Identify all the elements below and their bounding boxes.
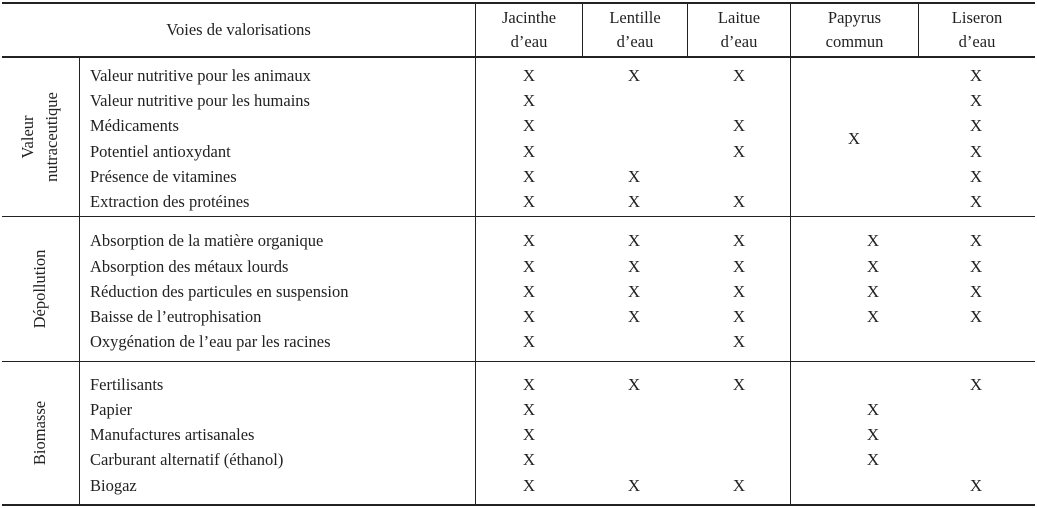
cell-mark: X — [522, 116, 536, 135]
cell-mark: X — [969, 476, 983, 495]
cell-mark: X — [732, 142, 746, 161]
table-bottom-rule — [2, 504, 1035, 506]
row-label: Papier — [90, 400, 133, 419]
cell-mark: X — [969, 231, 983, 250]
cell-mark: X — [969, 142, 983, 161]
cell-mark: X — [969, 167, 983, 186]
papyrus-spanned-mark: X — [847, 129, 861, 148]
cell-mark: X — [969, 116, 983, 135]
group-label-depollution-line1: Dépollution — [30, 249, 49, 329]
cell-mark: X — [522, 450, 536, 469]
group-label-valeur-line1: Valeur — [18, 115, 37, 159]
header-lentille — [583, 6, 687, 54]
header-laitue — [688, 6, 790, 54]
cell-mark: X — [627, 66, 641, 85]
cell-mark: X — [732, 282, 746, 301]
header-papyrus-line2: commun — [825, 32, 884, 51]
row-label: Médicaments — [90, 116, 179, 135]
cell-mark: X — [732, 476, 746, 495]
cell-mark: X — [522, 257, 536, 276]
cell-mark: X — [522, 91, 536, 110]
row-label: Réduction des particules en suspension — [90, 282, 349, 301]
header-lentille-line1: Lentille — [609, 8, 661, 27]
header-voies: Voies de valorisations — [166, 20, 311, 39]
header-papyrus-line1: Papyrus — [827, 8, 882, 27]
row-label: Valeur nutritive pour les humains — [90, 91, 310, 110]
cell-mark: X — [627, 231, 641, 250]
cell-mark: X — [866, 282, 880, 301]
header-laitue-line1: Laitue — [717, 8, 761, 27]
cell-mark: X — [522, 167, 536, 186]
col-divider-3 — [790, 2, 791, 504]
cell-mark: X — [866, 231, 880, 250]
row-label: Biogaz — [90, 476, 137, 495]
cell-mark: X — [732, 307, 746, 326]
cell-mark: X — [732, 192, 746, 211]
cell-mark: X — [627, 375, 641, 394]
cell-mark: X — [866, 450, 880, 469]
cell-mark: X — [522, 375, 536, 394]
cell-mark: X — [522, 142, 536, 161]
cell-mark: X — [522, 400, 536, 419]
header-jacinthe-line2: d’eau — [510, 32, 548, 51]
cell-mark: X — [522, 476, 536, 495]
header-laitue-line2: d’eau — [720, 32, 758, 51]
group-label-valeur-line2: nutraceutique — [42, 92, 61, 182]
group-divider-1 — [2, 216, 1035, 217]
header-papyrus — [791, 6, 918, 54]
group-label-biomasse-line1: Biomasse — [30, 400, 49, 466]
row-label: Manufactures artisanales — [90, 425, 255, 444]
cell-mark: X — [522, 307, 536, 326]
cell-mark: X — [522, 66, 536, 85]
header-liseron — [919, 6, 1035, 54]
row-label: Potentiel antioxydant — [90, 142, 231, 161]
cell-mark: X — [866, 307, 880, 326]
header-liseron-line1: Liseron — [951, 8, 1003, 27]
cell-mark: X — [627, 476, 641, 495]
header-liseron-line2: d’eau — [958, 32, 996, 51]
row-label: Absorption de la matière organique — [90, 231, 324, 250]
cell-mark: X — [522, 332, 536, 351]
group-label-valeur — [16, 57, 64, 217]
cell-mark: X — [732, 66, 746, 85]
header-lentille-line2: d’eau — [616, 32, 654, 51]
header-jacinthe-line1: Jacinthe — [501, 8, 557, 27]
cell-mark: X — [969, 307, 983, 326]
cell-mark: X — [969, 257, 983, 276]
row-label: Présence de vitamines — [90, 167, 237, 186]
cell-mark: X — [732, 375, 746, 394]
cell-mark: X — [732, 116, 746, 135]
cell-mark: X — [969, 66, 983, 85]
cell-mark: X — [969, 192, 983, 211]
cell-mark: X — [732, 332, 746, 351]
cell-mark: X — [522, 231, 536, 250]
table-top-rule — [2, 2, 1035, 4]
cell-mark: X — [627, 282, 641, 301]
header-jacinthe — [476, 6, 582, 54]
cell-mark: X — [627, 192, 641, 211]
cell-mark: X — [969, 282, 983, 301]
col-divider-rowlabel — [79, 58, 80, 504]
cell-mark: X — [627, 307, 641, 326]
cell-mark: X — [866, 425, 880, 444]
cell-mark: X — [866, 400, 880, 419]
cell-mark: X — [627, 167, 641, 186]
group-divider-2 — [2, 361, 1035, 362]
group-label-biomasse — [28, 373, 52, 493]
cell-mark: X — [969, 375, 983, 394]
row-label: Baisse de l’eutrophisation — [90, 307, 262, 326]
row-label: Oxygénation de l’eau par les racines — [90, 332, 331, 351]
row-label: Extraction des protéines — [90, 192, 250, 211]
cell-mark: X — [969, 91, 983, 110]
col-divider-plants — [475, 2, 476, 504]
row-label: Absorption des métaux lourds — [90, 257, 289, 276]
cell-mark: X — [732, 231, 746, 250]
header-bottom-rule — [2, 56, 1035, 58]
cell-mark: X — [732, 257, 746, 276]
cell-mark: X — [522, 425, 536, 444]
cell-mark: X — [522, 282, 536, 301]
row-label: Fertilisants — [90, 375, 164, 394]
group-label-depollution — [28, 229, 52, 349]
row-label: Carburant alternatif (éthanol) — [90, 450, 284, 469]
cell-mark: X — [627, 257, 641, 276]
row-label: Valeur nutritive pour les animaux — [90, 66, 311, 85]
cell-mark: X — [522, 192, 536, 211]
cell-mark: X — [866, 257, 880, 276]
